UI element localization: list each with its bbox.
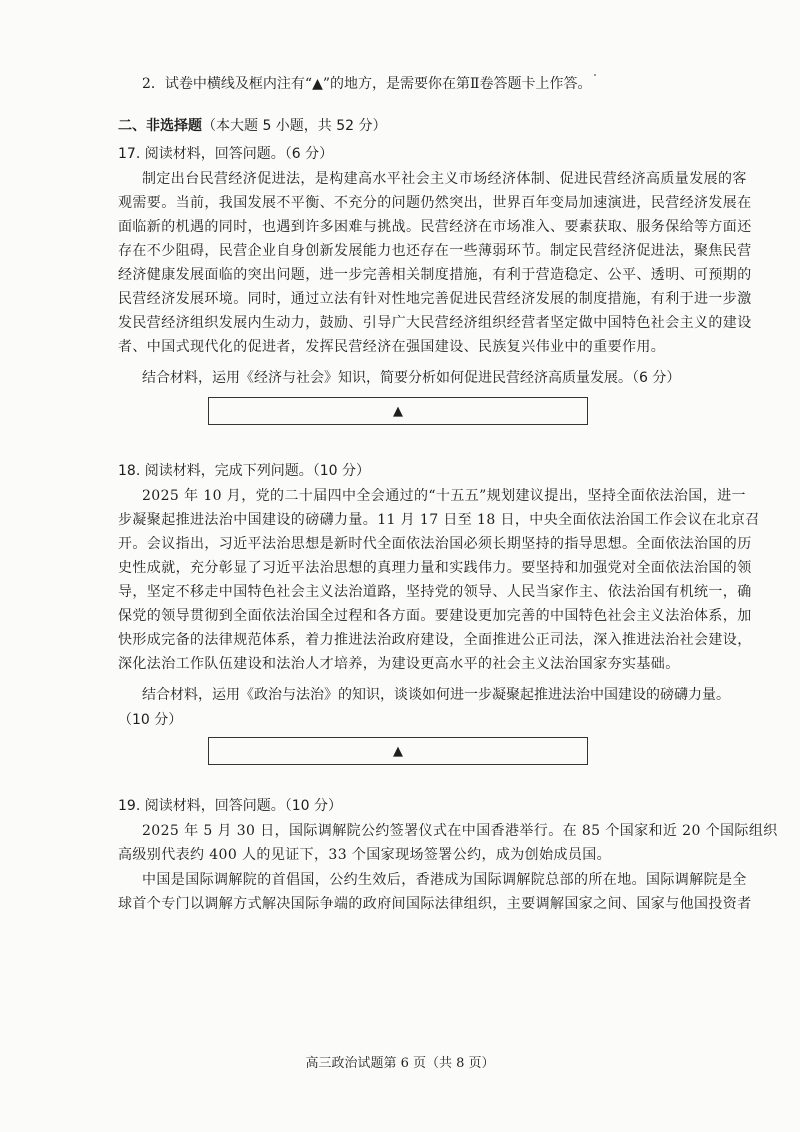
section-heading (118, 117, 678, 135)
q18-line: 快形成完备的法律规范体系，着力推进法治政府建设，全面推进公正司法，深入推进法治社会建设， (118, 632, 752, 648)
q17-line: 经济健康发展面临的突出问题，进一步完善相关制度措施，有利于营造稳定、公平、透明、可预期的 (118, 267, 752, 283)
q18-line: 史性成就，充分彰显了习近平法治思想的真理力量和实践伟力。要坚持和加强党对全面依法治国的领 (118, 560, 752, 576)
q18-line: 保党的领导贯彻到全面依法治国全过程和各方面。要建设更加完善的中国特色社会主义法治体系，加 (118, 608, 752, 624)
q19-line: 球首个专门以调解方式解决国际争端的政府间国际法律组织，主要调解国家之间、国家与他国投资者 (118, 896, 752, 912)
q17-line: 面临新的机遇的同时，也遇到许多困难与挑战。民营经济在市场准入、要素获取、服务保给等方面还 (118, 219, 752, 235)
q19-line: 中国是国际调解院的首倡国，公约生效后，香港成为国际调解院总部的所在地。国际调解院是全 (142, 872, 747, 888)
q18-question-points: （10 分） (118, 712, 183, 728)
instruction-note: 2．试卷中横线及框内注有“▲”的地方，是需要你在第Ⅱ卷答题卡上作答。 (142, 76, 592, 92)
q17-line: 存在不少阻碍，民营企业自身创新发展能力也还存在一些薄弱环节。制定民营经济促进法，聚焦民营 (118, 243, 752, 259)
q18-line: 深化法治工作队伍建设和法治人才培养，为建设更高水平的社会主义法治国家夯实基础。 (118, 656, 680, 672)
q17-title: 17. 阅读材料，回答问题。（6 分） (118, 146, 334, 162)
q17-line: 制定出台民营经济促进法，是构建高水平社会主义市场经济体制、促进民营经济高质量发展的客 (142, 171, 747, 187)
scan-speck (594, 74, 596, 76)
q19-line: 2025 年 5 月 30 日，国际调解院公约签署仪式在中国香港举行。在 85 个国家和近 20 个国际组织 (142, 823, 778, 839)
q18-line: 2025 年 10 月，党的二十届四中全会通过的“十五五”规划建议提出，坚持全面依法治国，进一 (142, 488, 746, 504)
q18-answer-box[interactable] (208, 737, 588, 765)
page-footer: 高三政治试题第 6 页（共 8 页） (305, 1056, 495, 1071)
section-title: 二、非选择题 (118, 118, 202, 134)
q17-line: 发民营经济组织发展内生动力，鼓励、引导广大民营经济组织经营者坚定做中国特色社会主义的建设 (118, 315, 752, 331)
q17-line: 观需要。当前，我国发展不平衡、不充分的问题仍然突出，世界百年变局加速演进，民营经济发展在 (118, 195, 752, 211)
q19-title: 19. 阅读材料，回答问题。（10 分） (118, 798, 342, 814)
section-desc: （本大题 5 小题，共 52 分） (202, 118, 387, 134)
q18-question: 结合材料，运用《政治与法治》的知识，谈谈如何进一步凝聚起推进法治中国建设的磅礴力量。 (142, 687, 730, 703)
q18-line: 导，坚定不移走中国特色社会主义法治道路，坚持党的领导、人民当家作主、依法治国有机统一，确 (118, 584, 752, 600)
q18-line: 开。会议指出，习近平法治思想是新时代全面依法治国必须长期坚持的指导思想。全面依法治国的历 (118, 536, 752, 552)
q18-title: 18. 阅读材料，完成下列问题。（10 分） (118, 463, 370, 479)
q17-answer-box[interactable] (208, 397, 588, 425)
q18-line: 步凝聚起推进法治中国建设的磅礴力量。11 月 17 日至 18 日，中央全面依法治国工作会议在北京召 (118, 512, 760, 528)
triangle-icon: ▲ (393, 403, 403, 419)
q17-question: 结合材料，运用《经济与社会》知识，简要分析如何促进民营经济高质量发展。（6 分） (142, 370, 681, 386)
q17-line: 民营经济发展环境。同时，通过立法有针对性地完善促进民营经济发展的制度措施，有利于进一步激 (118, 291, 752, 307)
q17-line: 者、中国式现代化的促进者，发挥民营经济在强国建设、民族复兴伟业中的重要作用。 (118, 339, 666, 355)
triangle-icon: ▲ (393, 743, 403, 759)
q19-line: 高级别代表约 400 人的见证下，33 个国家现场签署公约，成为创始成员国。 (118, 847, 612, 863)
